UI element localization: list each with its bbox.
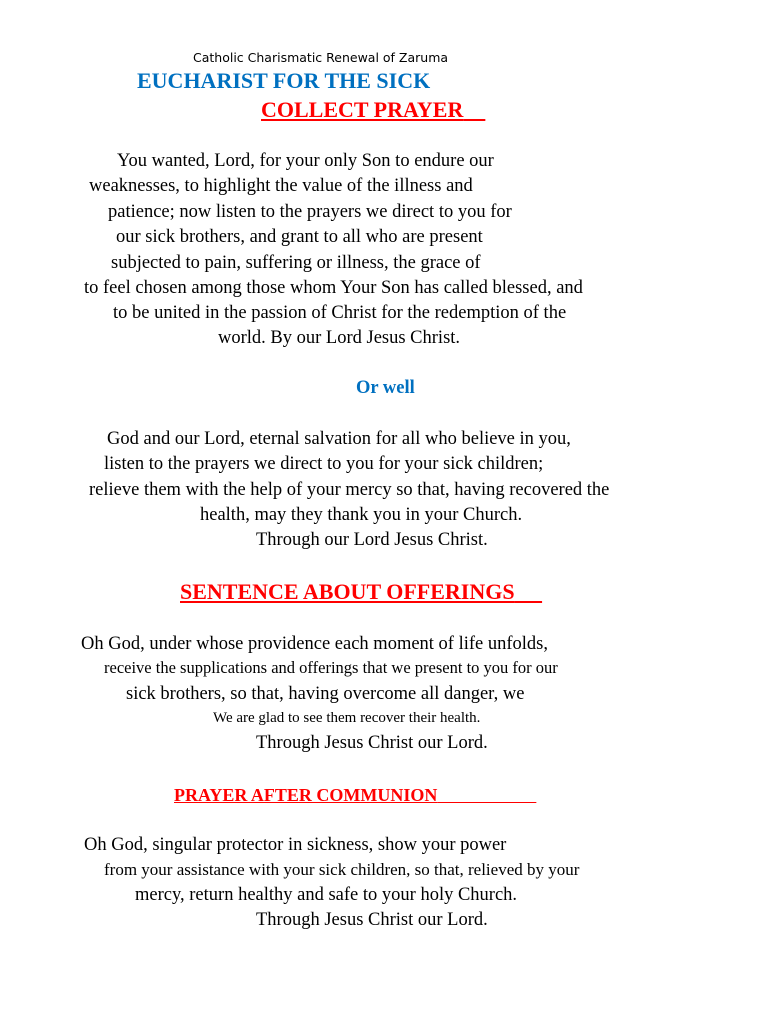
collect-line-7: to be united in the passion of Christ for the redemption of the — [113, 303, 567, 323]
offerings-heading-text: SENTENCE ABOUT OFFERINGS — [180, 579, 515, 604]
offerings-heading — [180, 581, 542, 603]
collect-line-6: to feel chosen among those whom Your Son has called blessed, and — [84, 278, 583, 298]
organization-header: Catholic Charismatic Renewal of Zaruma — [193, 50, 449, 65]
collect-prayer-heading — [261, 99, 485, 121]
communion-line-1: Oh God, singular protector in sickness, show your power — [84, 835, 507, 855]
communion-line-4: Through Jesus Christ our Lord. — [256, 910, 488, 930]
or-well-line-1: God and our Lord, eternal salvation for all who believe in you, — [107, 429, 571, 449]
document-title: EUCHARIST FOR THE SICK — [137, 68, 431, 93]
collect-prayer-heading-text: COLLECT PRAYER — [261, 97, 464, 122]
or-well-line-3: relieve them with the help of your mercy so that, having recovered the — [89, 480, 610, 500]
offerings-line-4: We are glad to see them recover their health. — [213, 710, 481, 726]
offerings-line-1: Oh God, under whose providence each moment of life unfolds, — [81, 634, 548, 654]
collect-line-2: weaknesses, to highlight the value of the illness and — [89, 176, 473, 196]
communion-line-2: from your assistance with your sick children, so that, relieved by your — [104, 860, 580, 879]
offerings-line-2: receive the supplications and offerings that we present to you for our — [104, 658, 558, 677]
collect-line-4: our sick brothers, and grant to all who are present — [116, 227, 483, 247]
or-well-line-4: health, may they thank you in your Church. — [200, 505, 523, 525]
collect-line-1: You wanted, Lord, for your only Son to endure our — [117, 151, 494, 171]
or-well-heading: Or well — [356, 378, 415, 398]
communion-heading — [174, 786, 536, 804]
collect-line-5: subjected to pain, suffering or illness, the grace of — [111, 253, 481, 273]
offerings-line-3: sick brothers, so that, having overcome all danger, we — [126, 684, 525, 704]
collect-line-3: patience; now listen to the prayers we direct to you for — [108, 202, 512, 222]
or-well-line-5: Through our Lord Jesus Christ. — [256, 530, 488, 550]
offerings-line-5: Through Jesus Christ our Lord. — [256, 733, 488, 753]
collect-line-8: world. By our Lord Jesus Christ. — [218, 328, 461, 348]
communion-line-3: mercy, return healthy and safe to your holy Church. — [135, 885, 518, 905]
or-well-line-2: listen to the prayers we direct to you for your sick children; — [104, 454, 544, 474]
communion-heading-text: PRAYER AFTER COMMUNION — [174, 785, 438, 805]
